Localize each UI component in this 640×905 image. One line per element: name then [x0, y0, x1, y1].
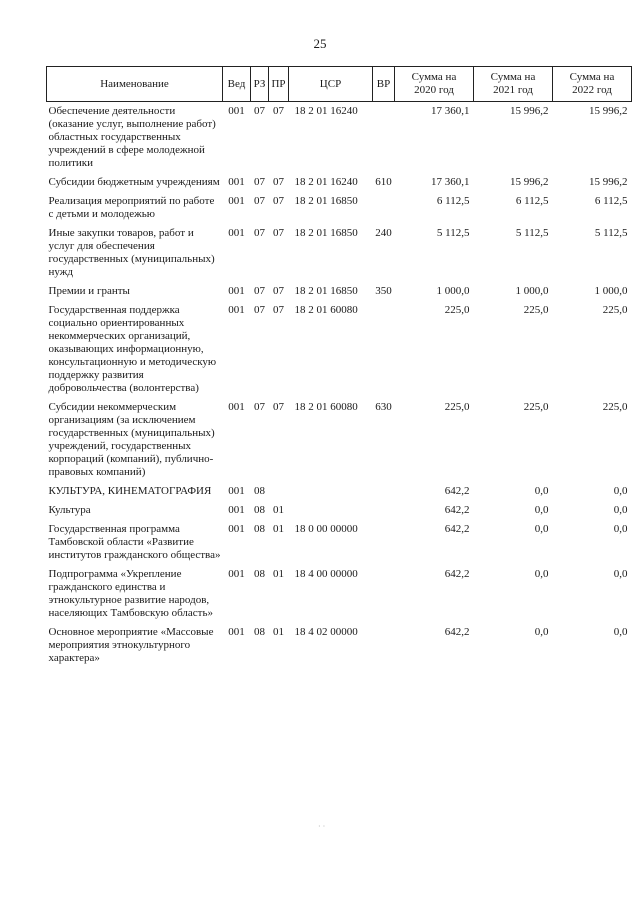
row-ved: 001 — [228, 626, 245, 638]
table-row — [47, 224, 632, 282]
row-ved: 001 — [228, 504, 245, 516]
row-ved: 001 — [228, 523, 245, 535]
row-sum-2021: 225,0 — [523, 401, 549, 413]
row-vr — [373, 520, 395, 565]
row-name: Подпрограмма «Укрепление гражданского единства и этнокультурное развитие народов, населяющих Тамбовскую область» — [48, 568, 213, 619]
table-row — [47, 301, 632, 398]
row-vr — [373, 192, 395, 224]
row-sum-2020: 642,2 — [444, 523, 470, 535]
header-ved: Вед — [223, 67, 251, 102]
row-sum-2020: 1 000,0 — [436, 285, 470, 297]
row-ved: 001 — [228, 227, 245, 239]
row-csr: 18 2 01 16850 — [294, 195, 358, 207]
row-rz: 08 — [254, 504, 265, 516]
row-sum-2022: 15 996,2 — [589, 176, 628, 188]
row-sum-2021: 0,0 — [534, 504, 549, 516]
row-csr: 18 0 00 00000 — [294, 523, 358, 535]
row-name: Субсидии некоммерческим организациям (за исключением государственных (муниципальных) учреждений, государственных корпораций (компаний), публично-правовых компаний) — [48, 401, 215, 478]
row-ved: 001 — [228, 485, 245, 497]
row-sum-2021: 1 000,0 — [515, 285, 549, 297]
row-name: Культура — [48, 504, 91, 516]
row-pr: 07 — [273, 227, 284, 239]
row-name: Основное мероприятие «Массовые мероприятия этнокультурного характера» — [48, 626, 214, 664]
row-vr — [373, 623, 395, 668]
row-sum-2022: 0,0 — [613, 626, 628, 638]
table-row — [47, 102, 632, 174]
row-sum-2020: 642,2 — [444, 568, 470, 580]
row-sum-2020: 17 360,1 — [431, 105, 470, 117]
row-csr: 18 2 01 16850 — [294, 285, 358, 297]
row-sum-2020: 642,2 — [444, 504, 470, 516]
row-ved: 001 — [228, 105, 245, 117]
row-sum-2020: 17 360,1 — [431, 176, 470, 188]
row-rz: 07 — [254, 285, 265, 297]
row-sum-2021: 6 112,5 — [515, 195, 549, 207]
row-pr: 07 — [273, 176, 284, 188]
row-sum-2021: 0,0 — [534, 626, 549, 638]
header-sum-2020 — [395, 67, 474, 102]
row-ved: 001 — [228, 195, 245, 207]
table-row — [47, 482, 632, 501]
row-name: КУЛЬТУРА, КИНЕМАТОГРАФИЯ — [48, 485, 212, 497]
row-csr: 18 2 01 16850 — [294, 227, 358, 239]
header-sum-2022-line2: 2022 год — [572, 84, 612, 96]
row-pr: 01 — [273, 523, 284, 535]
header-rz: РЗ — [251, 67, 269, 102]
row-csr: 18 4 02 00000 — [294, 626, 358, 638]
table-row — [47, 623, 632, 668]
row-vr: 240 — [375, 227, 392, 239]
row-csr: 18 4 00 00000 — [294, 568, 358, 580]
row-ved: 001 — [228, 176, 245, 188]
row-rz: 07 — [254, 304, 265, 316]
row-vr — [373, 565, 395, 623]
row-vr — [373, 301, 395, 398]
table-row — [47, 173, 632, 192]
row-sum-2022: 15 996,2 — [589, 105, 628, 117]
row-pr: 07 — [273, 195, 284, 207]
header-sum-2020-line2: 2020 год — [414, 84, 454, 96]
row-sum-2020: 225,0 — [444, 401, 470, 413]
table-row — [47, 398, 632, 482]
row-name: Премии и гранты — [48, 285, 130, 297]
row-sum-2021: 5 112,5 — [515, 227, 549, 239]
row-pr: 07 — [273, 304, 284, 316]
row-vr: 610 — [375, 176, 392, 188]
row-pr: 01 — [273, 626, 284, 638]
row-rz: 07 — [254, 227, 265, 239]
row-pr: 01 — [273, 504, 284, 516]
row-rz: 07 — [254, 176, 265, 188]
table-header-row — [47, 67, 632, 102]
row-ved: 001 — [228, 304, 245, 316]
row-sum-2021: 0,0 — [534, 485, 549, 497]
header-vr: ВР — [373, 67, 395, 102]
header-csr: ЦСР — [289, 67, 373, 102]
row-vr — [373, 501, 395, 520]
table-row — [47, 520, 632, 565]
header-sum-2021-line2: 2021 год — [493, 84, 533, 96]
header-sum-2021-line1: Сумма на — [490, 71, 536, 83]
row-sum-2022: 225,0 — [602, 401, 628, 413]
table-row — [47, 501, 632, 520]
row-pr: 07 — [273, 401, 284, 413]
row-name: Обеспечение деятельности (оказание услуг, выполнение работ) областных государственных учреждений в сфере молодежной политики — [48, 105, 216, 169]
row-name: Реализация мероприятий по работе с детьми и молодежью — [48, 195, 215, 220]
row-sum-2021: 225,0 — [523, 304, 549, 316]
row-name: Субсидии бюджетным учреждениям — [48, 176, 220, 188]
header-pr: ПР — [269, 67, 289, 102]
row-ved: 001 — [228, 285, 245, 297]
row-csr: 18 2 01 16240 — [294, 105, 358, 117]
row-pr: 07 — [273, 285, 284, 297]
row-sum-2020: 5 112,5 — [436, 227, 470, 239]
row-sum-2020: 6 112,5 — [436, 195, 470, 207]
row-vr — [373, 482, 395, 501]
row-sum-2021: 15 996,2 — [510, 105, 549, 117]
row-sum-2021: 15 996,2 — [510, 176, 549, 188]
row-rz: 07 — [254, 105, 265, 117]
row-csr: 18 2 01 16240 — [294, 176, 358, 188]
row-sum-2021: 0,0 — [534, 523, 549, 535]
row-pr — [269, 482, 289, 501]
header-name: Наименование — [47, 67, 223, 102]
row-sum-2022: 225,0 — [602, 304, 628, 316]
row-sum-2022: 6 112,5 — [594, 195, 628, 207]
row-csr: 18 2 01 60080 — [294, 304, 358, 316]
row-sum-2020: 225,0 — [444, 304, 470, 316]
row-ved: 001 — [228, 568, 245, 580]
row-sum-2022: 0,0 — [613, 568, 628, 580]
row-vr: 630 — [375, 401, 392, 413]
row-vr — [373, 102, 395, 174]
budget-table — [46, 66, 631, 668]
row-rz: 08 — [254, 523, 265, 535]
row-csr: 18 2 01 60080 — [294, 401, 358, 413]
row-sum-2022: 1 000,0 — [594, 285, 628, 297]
row-name: Государственная поддержка социально ориентированных некоммерческих организаций, оказывающих информационную, консультационную и методическую поддержку развития добровольчества (волонтерства) — [48, 304, 217, 394]
table-row — [47, 565, 632, 623]
row-sum-2022: 5 112,5 — [594, 227, 628, 239]
page-number: 25 — [313, 36, 327, 51]
scan-speck: · · — [318, 822, 326, 831]
row-rz: 08 — [254, 626, 265, 638]
row-sum-2022: 0,0 — [613, 504, 628, 516]
row-sum-2022: 0,0 — [613, 485, 628, 497]
row-sum-2022: 0,0 — [613, 523, 628, 535]
row-vr: 350 — [375, 285, 392, 297]
table-row — [47, 192, 632, 224]
row-name: Государственная программа Тамбовской области «Развитие институтов гражданского общества» — [48, 523, 221, 561]
row-ved: 001 — [228, 401, 245, 413]
row-sum-2020: 642,2 — [444, 485, 470, 497]
row-csr — [289, 482, 373, 501]
header-sum-2020-line1: Сумма на — [411, 71, 457, 83]
row-rz: 08 — [254, 485, 265, 497]
table-row — [47, 282, 632, 301]
header-sum-2022 — [553, 67, 632, 102]
row-pr: 07 — [273, 105, 284, 117]
row-sum-2021: 0,0 — [534, 568, 549, 580]
row-sum-2020: 642,2 — [444, 626, 470, 638]
row-rz: 07 — [254, 401, 265, 413]
row-pr: 01 — [273, 568, 284, 580]
row-rz: 08 — [254, 568, 265, 580]
row-name: Иные закупки товаров, работ и услуг для обеспечения государственных (муниципальных) нужд — [48, 227, 215, 278]
table-body — [47, 102, 632, 669]
header-sum-2021 — [474, 67, 553, 102]
header-sum-2022-line1: Сумма на — [569, 71, 615, 83]
row-csr — [289, 501, 373, 520]
row-rz: 07 — [254, 195, 265, 207]
